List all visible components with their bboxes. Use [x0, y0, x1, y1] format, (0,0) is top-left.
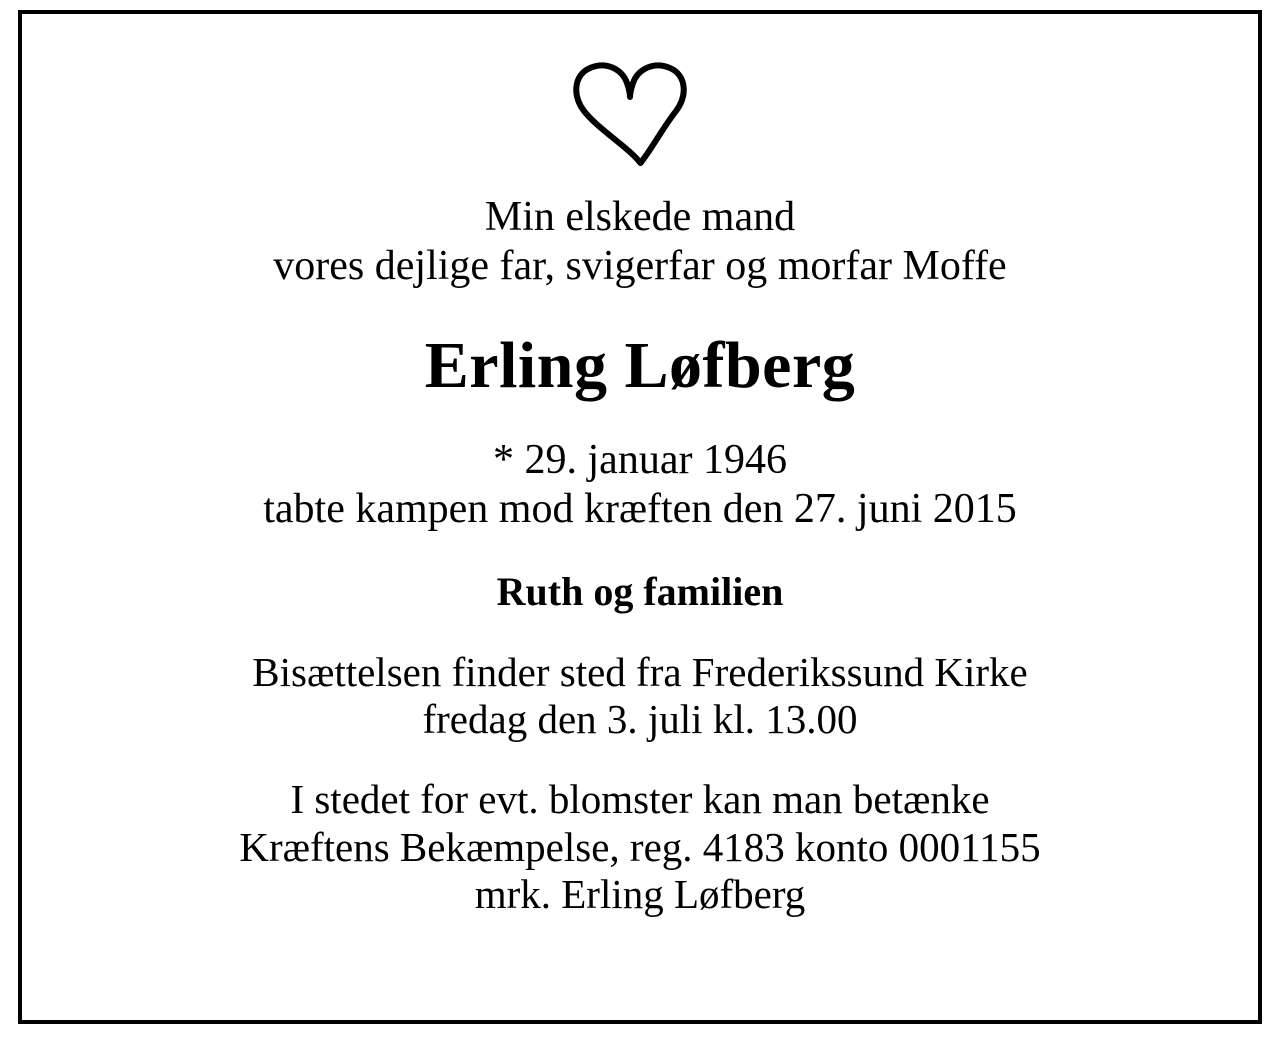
heart-icon [568, 59, 713, 169]
deceased-name: Erling Løfberg [424, 329, 856, 403]
dates-text [263, 436, 1017, 533]
heart-icon-container [568, 56, 713, 171]
intro-line-1: Min elskede mand [484, 194, 796, 240]
birth-date-line: * 29. januar 1946 [493, 437, 787, 484]
obituary-notice [18, 10, 1262, 1024]
ceremony-line-2: fredag den 3. juli kl. 13.00 [422, 696, 858, 743]
donation-line-2: Kræftens Bekæmpelse, reg. 4183 konto 0001155 [239, 823, 1041, 870]
donation-line-1: I stedet for evt. blomster kan man betænke [290, 775, 990, 822]
intro-text [273, 193, 1006, 290]
ceremony-text [252, 649, 1027, 744]
ceremony-line-1: Bisættelsen finder sted fra Frederikssund Kirke [252, 648, 1028, 695]
donation-text [239, 776, 1040, 919]
family-signature: Ruth og familien [496, 568, 784, 614]
intro-line-2: vores dejlige far, svigerfar og morfar Moffe [273, 242, 1007, 289]
death-date-line: tabte kampen mod kræften den 27. juni 2015 [263, 486, 1017, 533]
donation-line-3: mrk. Erling Løfberg [474, 871, 806, 918]
